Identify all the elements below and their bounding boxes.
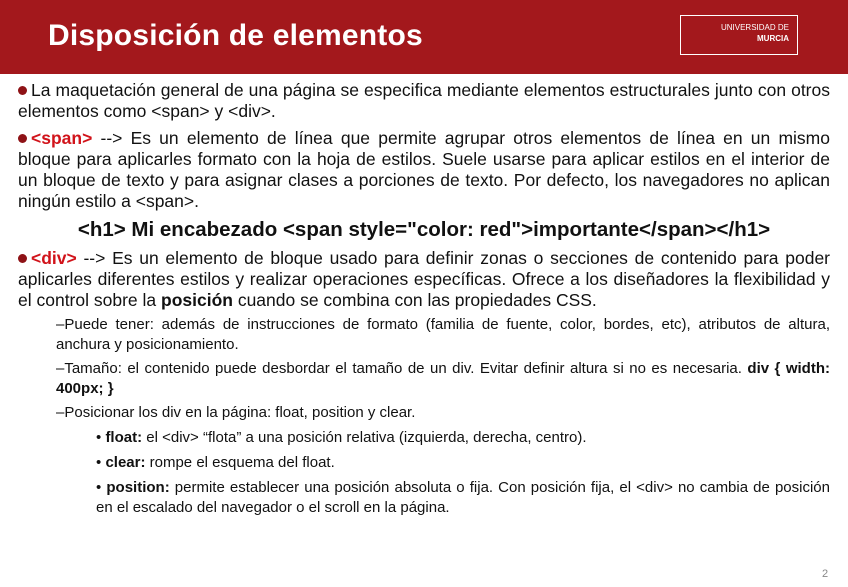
- sub-sub-item-clear: [96, 453, 830, 473]
- sub-item-text: –Posicionar los div en la página: float, position y clear.: [56, 404, 416, 421]
- sub-item-text: –Puede tener: además de instrucciones de formato (familia de fuente, color, bordes, etc), atributos de altura, anchura y posicionamiento.: [56, 316, 830, 353]
- code-prefix: <h1> Mi encabezado <span style="color: red">: [77, 218, 534, 241]
- sub-item: [56, 315, 830, 355]
- sub-sub-label: float:: [105, 429, 143, 446]
- university-logo: [680, 15, 798, 55]
- paragraph-span: [18, 128, 830, 212]
- sub-item: [56, 403, 830, 423]
- paragraph-structure-text: La maquetación general de una página se especifica mediante elementos estructurales junto con otros elementos como <span> y <div>.: [18, 80, 830, 121]
- sub-sub-bullet: •: [96, 429, 102, 446]
- code-highlight: importante: [533, 218, 640, 241]
- sub-sub-bullet: •: [96, 479, 102, 496]
- sub-sub-text: el <div> “flota” a una posición relativa (izquierda, derecha, centro).: [142, 429, 587, 446]
- sub-item: [56, 359, 830, 399]
- code-example: [18, 218, 830, 242]
- bullet-dot-icon: [18, 86, 27, 95]
- page-number: 2: [822, 568, 829, 580]
- sub-sub-item-position: [96, 478, 830, 518]
- logo-line-2: MURCIA: [757, 34, 789, 43]
- sub-item-code: div { width: 400px; }: [56, 360, 831, 397]
- sub-sub-text: permite establecer una posición absoluta o fija. Con posición fija, el <div> no cambia de posición en el escalado del navegador o el scroll en la página.: [96, 479, 830, 516]
- paragraph-div-bold: posición: [161, 290, 233, 310]
- paragraph-structure: [18, 80, 830, 122]
- sub-sub-bullet: •: [96, 454, 102, 471]
- code-suffix: </span></h1>: [639, 218, 771, 241]
- paragraph-div-text-after: cuando se combina con las propiedades CSS.: [232, 290, 597, 310]
- sub-item-text: –Tamaño: el contenido puede desbordar el tamaño de un div. Evitar definir altura si no es necesaria.: [56, 360, 748, 377]
- div-tag-label: <div>: [31, 248, 77, 268]
- slide-title: Disposición de elementos: [48, 19, 423, 52]
- sub-sub-item-float: [96, 428, 830, 448]
- span-tag-label: <span>: [31, 128, 93, 148]
- sub-sub-label: position:: [106, 479, 170, 496]
- sub-sub-label: clear:: [105, 454, 146, 471]
- bullet-dot-icon: [18, 254, 27, 263]
- slide-content: [18, 80, 830, 518]
- sub-sub-text: rompe el esquema del float.: [145, 454, 335, 471]
- slide-header: [0, 0, 848, 74]
- paragraph-div: [18, 248, 830, 311]
- bullet-dot-icon: [18, 134, 27, 143]
- paragraph-div-text-before: --> Es un elemento de bloque usado para definir zonas o secciones de contenido para poder aplicarles diferentes estilos y realizar operaciones específicas. Ofrece a los diseñadores la flexibilidad y el control sobre la: [18, 248, 830, 310]
- logo-line-1: UNIVERSIDAD DE: [720, 23, 789, 32]
- paragraph-span-text: --> Es un elemento de línea que permite agrupar otros elementos de línea en un mismo bloque para aplicarles formato con la hoja de estilos. Suele usarse para aplicar estilos en el interior de un bloque de texto y para asignar clases a porciones de texto. Por defecto, los navegadores no aplican ningún estilo a <span>.: [18, 128, 830, 211]
